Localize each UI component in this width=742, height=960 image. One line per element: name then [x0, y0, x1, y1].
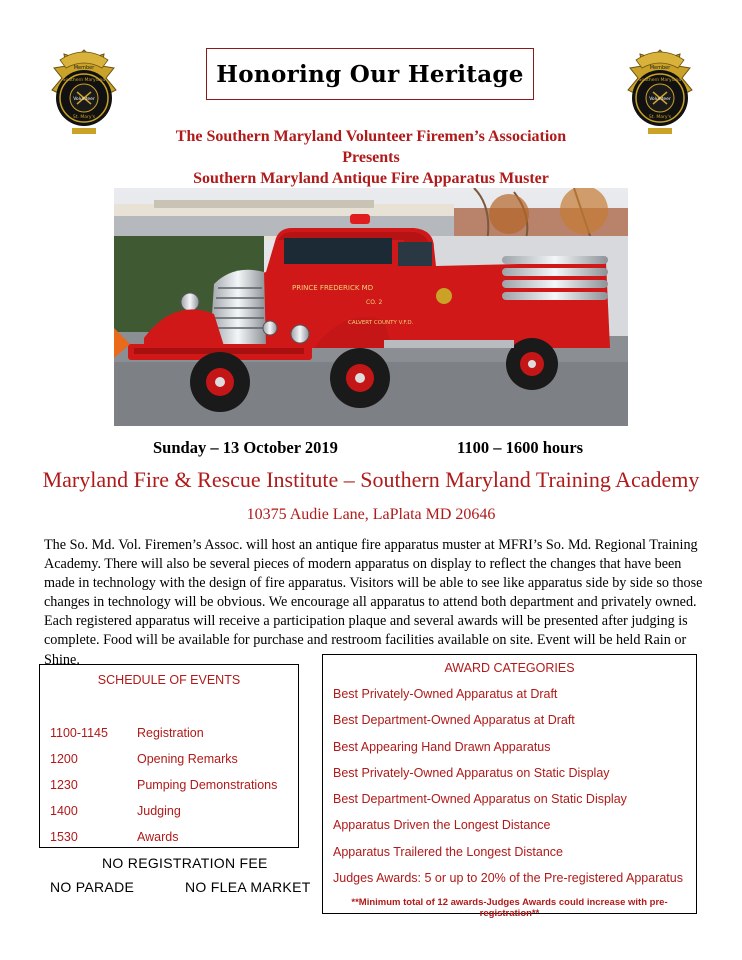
schedule-time: 1200 — [50, 752, 78, 766]
event-name: Southern Maryland Antique Fire Apparatus Muster — [193, 170, 549, 187]
award-item: Best Department-Owned Apparatus at Draft — [333, 713, 575, 727]
award-item: Apparatus Driven the Longest Distance — [333, 818, 551, 832]
award-item: Best Privately-Owned Apparatus at Draft — [333, 687, 558, 701]
svg-text:St. Mary's: St. Mary's — [72, 115, 96, 120]
schedule-box — [39, 664, 299, 848]
event-hours: 1100 – 1600 hours — [457, 438, 584, 457]
svg-text:Volunteer: Volunteer — [73, 97, 95, 102]
awards-title: AWARD CATEGORIES — [444, 661, 575, 675]
schedule-time: 1230 — [50, 778, 78, 792]
award-categories-box — [322, 654, 697, 919]
award-item: Best Department-Owned Apparatus on Static Display — [333, 792, 627, 806]
schedule-row — [50, 830, 178, 844]
antique-fire-truck-photo — [114, 188, 628, 426]
schedule-event: Registration — [137, 726, 204, 740]
event-description: The So. Md. Vol. Firemen’s Assoc. will host an antique fire apparatus muster at MFRI’s So. Md. Regional Training Academy. There will also be several pieces of modern apparatus on display to reflect the changes that have been made in technology with the design of fire apparatus. Visitors will be able to see like apparatus side by side so those changes in technology will be obvious. We encourage all apparatus to attend both department and privately owned. Each registered apparatus will receive a participation plaque and several awards will be presented after judging is complete. Food will be available for purchase and restroom facilities available on site. Event will be held Rain or Shine. — [44, 537, 703, 668]
svg-text:PRINCE FREDERICK MD: PRINCE FREDERICK MD — [292, 284, 374, 292]
schedule-row — [50, 726, 204, 740]
title-box — [206, 48, 534, 100]
venue-address: 10375 Audie Lane, LaPlata MD 20646 — [246, 506, 496, 523]
no-parade-notice: NO PARADE — [50, 879, 135, 895]
schedule-event: Judging — [137, 804, 181, 818]
association-name: The Southern Maryland Volunteer Firemen’s Association — [175, 128, 567, 145]
svg-text:CO. 2: CO. 2 — [366, 299, 383, 306]
association-badge-logo — [622, 46, 698, 138]
schedule-time: 1530 — [50, 830, 78, 844]
award-item: Judges Awards: 5 or up to 20% of the Pre-registered Apparatus — [333, 871, 683, 885]
schedule-event: Opening Remarks — [137, 752, 238, 766]
schedule-row — [50, 752, 238, 766]
schedule-title: SCHEDULE OF EVENTS — [97, 673, 241, 687]
svg-text:Southern Maryland: Southern Maryland — [62, 78, 106, 83]
schedule-event: Pumping Demonstrations — [137, 778, 278, 792]
svg-text:Member: Member — [649, 65, 671, 71]
svg-text:CALVERT COUNTY V.F.D.: CALVERT COUNTY V.F.D. — [348, 320, 414, 326]
presenter-block — [0, 126, 742, 189]
page-title: Honoring Our Heritage — [216, 60, 524, 88]
schedule-row — [50, 804, 181, 818]
presents-label: Presents — [342, 149, 400, 166]
awards-footnote: **Minimum total of 12 awards-Judges Awards could increase with pre-registration** — [351, 897, 668, 919]
schedule-row — [50, 778, 277, 792]
event-date: Sunday – 13 October 2019 — [153, 438, 338, 457]
schedule-event: Awards — [137, 830, 179, 844]
award-item: Apparatus Trailered the Longest Distance — [333, 845, 563, 859]
award-item: Best Privately-Owned Apparatus on Static Display — [333, 766, 610, 780]
no-registration-fee-notice: NO REGISTRATION FEE — [102, 855, 268, 871]
schedule-time: 1400 — [50, 804, 78, 818]
schedule-time: 1100-1145 — [50, 726, 108, 740]
award-item: Best Appearing Hand Drawn Apparatus — [333, 740, 551, 754]
svg-text:St. Mary's: St. Mary's — [648, 115, 672, 120]
no-flea-market-notice: NO FLEA MARKET — [185, 879, 311, 895]
svg-text:Member: Member — [73, 65, 95, 71]
svg-text:Southern Maryland: Southern Maryland — [638, 78, 682, 83]
svg-text:Volunteer: Volunteer — [649, 97, 671, 102]
association-badge-logo — [46, 46, 122, 138]
venue-name: Maryland Fire & Rescue Institute – Southern Maryland Training Academy — [42, 467, 700, 492]
